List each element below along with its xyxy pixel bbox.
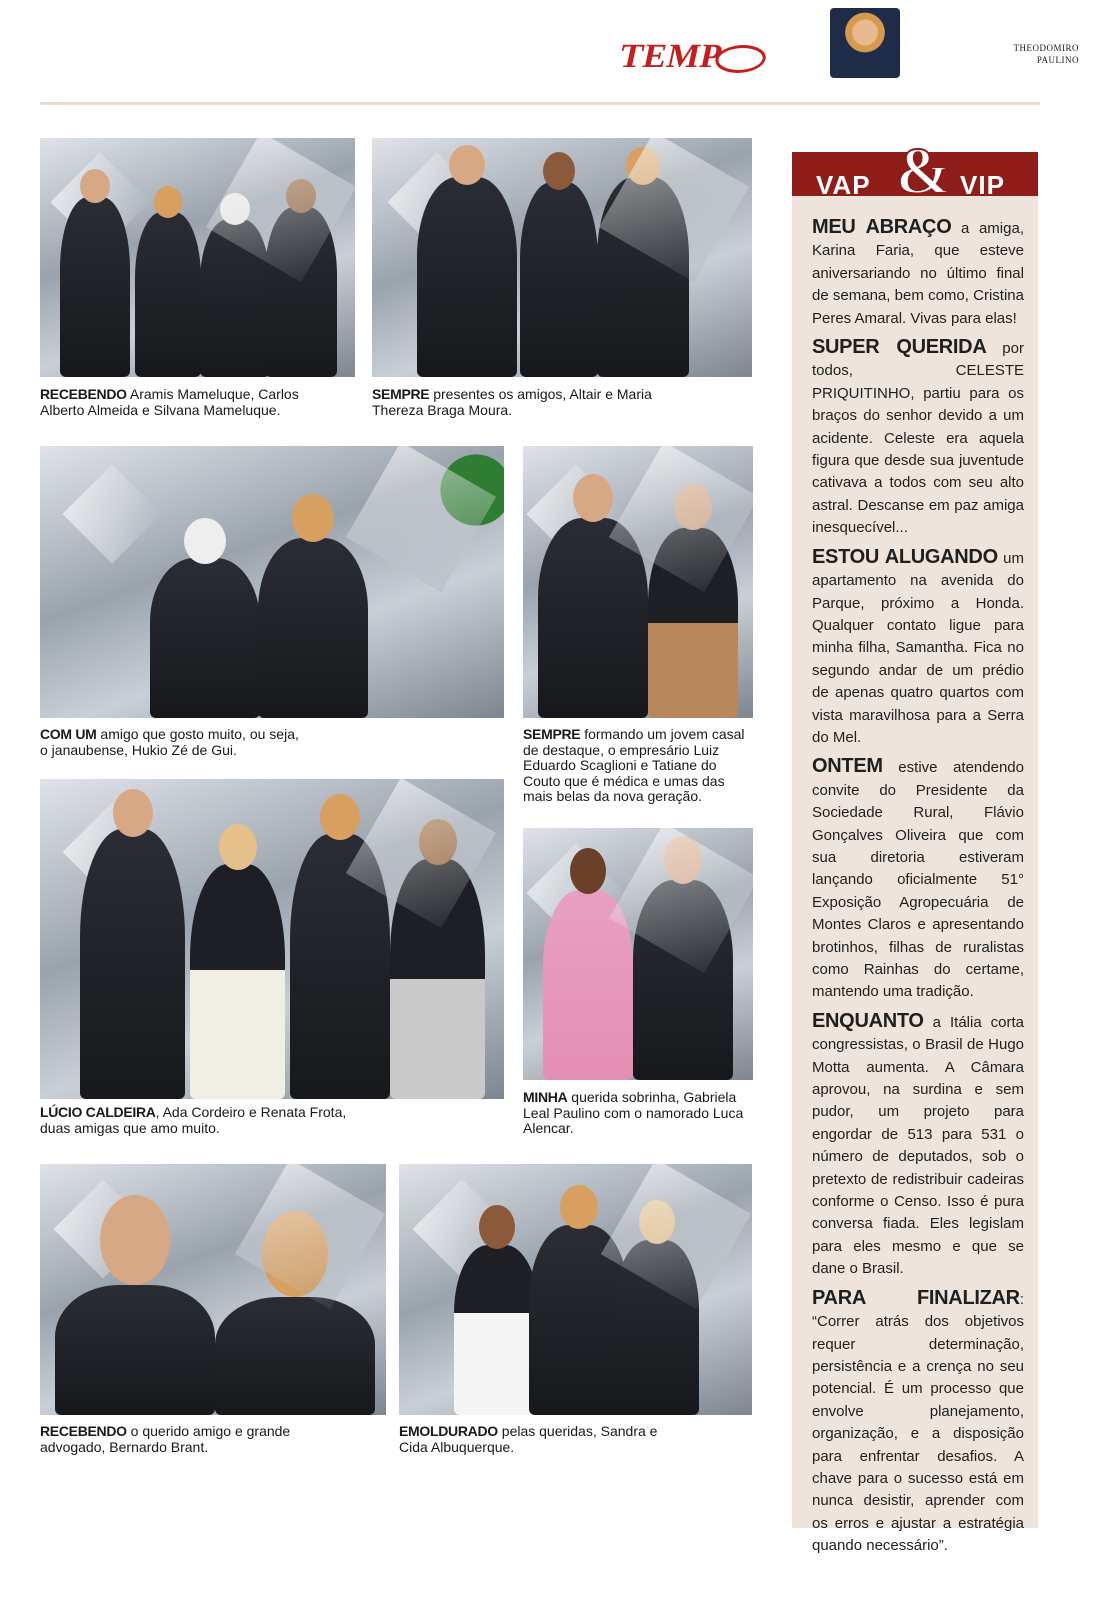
person	[614, 1240, 699, 1415]
person	[258, 538, 368, 718]
event-photo-8	[399, 1164, 752, 1415]
plant-leaves	[434, 446, 504, 556]
event-photo-2	[372, 138, 752, 377]
header-divider	[40, 102, 1040, 105]
author-photo	[830, 8, 900, 78]
photo-caption-3	[40, 727, 310, 758]
person	[390, 859, 485, 1099]
photo-caption-1	[40, 387, 340, 418]
caption-lead: RECEBENDO	[40, 1423, 127, 1439]
photo-caption-7	[40, 1424, 340, 1455]
person	[135, 212, 201, 377]
caption-lead: LÚCIO CALDEIRA	[40, 1104, 156, 1120]
event-photo-7	[40, 1164, 386, 1415]
caption-lead: SEMPRE	[372, 386, 430, 402]
caption-text: formando um jovem casal de destaque, o empresário Luiz Eduardo Scaglioni e Tatiane do Couto que é médica e umas das mais belas da nova geração.	[523, 726, 745, 804]
person	[60, 197, 130, 377]
note-text: por todos, CELESTE PRIQUITINHO, partiu para os braços do senhor devido a um acidente. Celeste era aquela figura que desde sua juventude cativava a todos com seu alto astral. Descanse em paz amiga inesquecível...	[812, 340, 1024, 537]
person	[190, 864, 285, 1099]
column-note	[812, 1010, 1024, 1281]
note-text: : “Correr atrás dos objetivos requer determinação, persistência e a crença no seu potencial. É um processo que envolve planejamento, organização, e a disposição para enfrentar desafios. A chave para o sucesso está em nunca desistir, aprender com os erros e ajustar a estratégia quando necessário”.	[812, 1290, 1024, 1555]
person	[80, 829, 185, 1099]
photo-caption-6	[523, 1090, 755, 1137]
event-photo-1	[40, 138, 355, 377]
photo-caption-5	[40, 1105, 370, 1136]
person	[215, 1297, 375, 1415]
note-lead: PARA FINALIZAR	[812, 1286, 1020, 1309]
page-header	[40, 28, 1056, 106]
column-note	[812, 755, 1024, 1003]
caption-text: pelas queridas, Sandra e Cida Albuquerque.	[399, 1423, 658, 1455]
event-photo-3	[40, 446, 504, 718]
note-text: estive atendendo convite do Presidente da Sociedade Rural, Flávio Gonçalves Oliveira que com sua diretoria estiveram lançando oficialmente 51° Exposição Agropecuária de Montes Claros e apresentando brotinhos, filhas de ruralistas como Rainhas do certame, mantendo uma tradição.	[812, 759, 1024, 1001]
author-name	[1014, 42, 1080, 66]
person	[200, 219, 270, 377]
caption-text: amigo que gosto muito, ou seja, o janaubense, Hukio Zé de Gui.	[40, 726, 299, 758]
note-text: a Itália corta congressistas, o Brasil de Hugo Motta aumenta. A Câmara aprovou, na surdina e sem pudor, um projeto para engordar de 513 para 531 o número de deputados, sob o pretexto de redistribuir cadeiras conforme o Censo. Isso é pura conversa fiada. Eles legislam para eles mesmo e que se dane o Brasil.	[812, 1013, 1024, 1278]
person	[290, 834, 390, 1099]
caption-lead: EMOLDURADO	[399, 1423, 498, 1439]
person	[417, 177, 517, 377]
note-lead: ESTOU ALUGANDO	[812, 545, 998, 568]
column-note	[812, 336, 1024, 540]
event-photo-6	[523, 828, 753, 1080]
caption-text: o querido amigo e grande advogado, Bernardo Brant.	[40, 1423, 291, 1455]
caption-text: Aramis Mameluque, Carlos Alberto Almeida e Silvana Mameluque.	[40, 386, 299, 418]
event-photo-4	[523, 446, 753, 718]
person	[538, 518, 648, 718]
author-name-line1: THEODOMIRO	[1013, 43, 1079, 53]
column-title-ampersand: &	[896, 135, 951, 208]
note-lead: MEU ABRAÇO	[812, 216, 952, 238]
person	[543, 890, 633, 1080]
tempo-logo: TEMP	[616, 38, 770, 76]
vap-vip-column	[792, 135, 1038, 1555]
column-note	[812, 1287, 1024, 1558]
caption-lead: SEMPRE	[523, 726, 581, 742]
note-lead: SUPER QUERIDA	[812, 336, 987, 359]
person	[633, 880, 733, 1080]
person	[520, 182, 598, 377]
caption-lead: RECEBENDO	[40, 386, 127, 402]
column-title-right: VIP	[960, 170, 1005, 200]
event-photo-5	[40, 779, 504, 1099]
photo-caption-2	[372, 387, 672, 418]
person	[454, 1245, 539, 1415]
column-title-left: VAP	[816, 170, 871, 200]
note-lead: ONTEM	[812, 755, 883, 778]
caption-text: , Ada Cordeiro e Renata Frota, duas amigas que amo muito.	[40, 1104, 347, 1136]
person	[55, 1285, 215, 1415]
person	[648, 528, 738, 718]
photo-caption-8	[399, 1424, 679, 1455]
column-header	[792, 135, 1038, 208]
note-text: um apartamento na avenida do Parque, próximo a Honda. Qualquer contato ligue para minha filha, Samantha. Fica no segundo andar de um prédio de apenas quatro quartos com vista maravilhosa para a Serra do Mel.	[812, 549, 1024, 746]
photo-caption-4	[523, 727, 755, 805]
author-name-line2: PAULINO	[1036, 55, 1079, 65]
caption-lead: COM UM	[40, 726, 97, 742]
note-lead: ENQUANTO	[812, 1009, 924, 1032]
note-text: a amiga, Karina Faria, que esteve aniversariando no último final de semana, bem como, Cristina Peres Amaral. Vivas para elas!	[812, 220, 1024, 327]
column-body	[812, 216, 1024, 1564]
person	[597, 177, 689, 377]
person	[150, 558, 260, 718]
column-note	[812, 216, 1024, 330]
caption-lead: MINHA	[523, 1089, 568, 1105]
caption-text: presentes os amigos, Altair e Maria Thereza Braga Moura.	[372, 386, 652, 418]
person	[265, 207, 337, 377]
column-note	[812, 546, 1024, 750]
caption-text: querida sobrinha, Gabriela Leal Paulino com o namorado Luca Alencar.	[523, 1089, 744, 1136]
